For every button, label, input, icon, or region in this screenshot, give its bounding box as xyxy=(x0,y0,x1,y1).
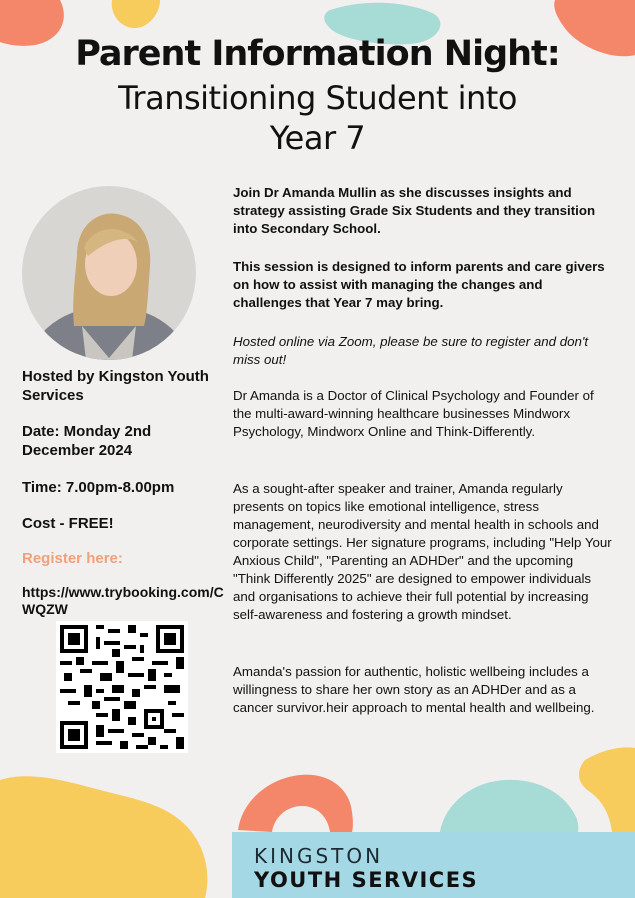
hosted-by: Hosted by Kingston Youth Services xyxy=(22,368,209,404)
event-date: Date: Monday 2nd December 2024 xyxy=(22,423,152,459)
speaker-paragraph: As a sought-after speaker and trainer, Amanda regularly presents on topics like emotional intelligence, stress management, neurodiversity and mental health in schools and corporate settings. Her signature programs, including "Help Your Anxious Child", "Parenting an ADHDer" and the upcoming "Think Differently 2025" are designed to empower individuals and organisations to achieve their full potential by increasing self-awareness and fostering a growth mindset. xyxy=(233,481,612,622)
intro-paragraph: Join Dr Amanda Mullin as she discusses insights and strategy assisting Grade Six Students and they transition into Secondary School. xyxy=(233,185,596,236)
register-heading: Register here: xyxy=(22,550,123,567)
hosted-online-paragraph: Hosted online via Zoom, please be sure to register and don't miss out! xyxy=(233,334,589,367)
register-link[interactable]: https://www.trybooking.com/CWQZW xyxy=(22,584,224,617)
title-line-2: Transitioning Student into xyxy=(118,79,517,117)
title-line-1: Parent Information Night: xyxy=(75,34,560,74)
event-time: Time: 7.00pm-8.00pm xyxy=(22,479,175,496)
bio-paragraph: Dr Amanda is a Doctor of Clinical Psychology and Founder of the multi-award-winning healthcare businesses Mindworx Psychology, Mindworx Online and Think-Differently. xyxy=(233,388,594,439)
passion-paragraph: Amanda's passion for authentic, holistic wellbeing includes a willingness to share her own story as an ADHDer and as a cancer survivor.heir approach to mental health and wellbeing. xyxy=(233,664,595,715)
event-cost: Cost - FREE! xyxy=(22,515,114,532)
brand-footer xyxy=(232,832,635,898)
brand-name-line-2: YOUTH SERVICES xyxy=(254,868,479,892)
brand-name-line-1: KINGSTON xyxy=(254,844,384,868)
speaker-photo xyxy=(22,186,196,360)
title-subtitle xyxy=(0,78,635,158)
purpose-paragraph: This session is designed to inform parents and care givers on how to assist with managing the changes and challenges that Year 7 may bring. xyxy=(233,259,605,310)
title-line-3: Year 7 xyxy=(269,119,366,157)
qr-code-icon[interactable] xyxy=(56,621,188,753)
